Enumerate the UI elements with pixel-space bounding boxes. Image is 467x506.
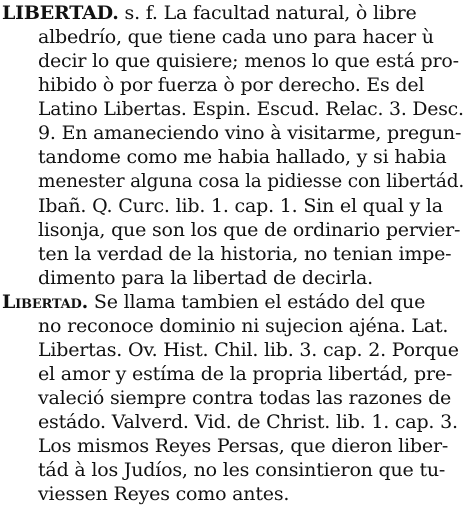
entry-line: viessen Reyes como antes. [38,483,290,505]
headword: LIBERTAD. [2,2,119,24]
entry-line: 9. En amaneciendo vino à visitarme, pregun- [38,122,462,144]
entry-line: estádo. Valverd. Vid. de Christ. lib. 1. cap. 3. [38,411,458,433]
entry-line: LIBERTAD. s. f. La facultad natural, ò libre [2,2,417,24]
entry-line: Latino Libertas. Espin. Escud. Relac. 3. Desc. [38,98,464,120]
entry-line: ten la verdad de la historia, no tenian impe- [38,243,452,265]
entry-line: menester alguna cosa la pidiesse con libertád. [38,170,465,192]
headword: Libertad. [2,291,89,313]
entry-line: valeció siempre contra todas las razones de [38,387,452,409]
entry-line: Los mismos Reyes Persas, que dieron liber- [38,435,449,457]
entry-line: hibido ò por fuerza ò por derecho. Es del [38,74,425,96]
entry-line: Ibañ. Q. Curc. lib. 1. cap. 1. Sin el qual y la [38,195,443,217]
entry-line: tád à los Judíos, no les consintieron que tu- [38,459,446,481]
entry-line: dimento para la libertad de decirla. [38,267,373,289]
entry-line: el amor y estíma de la propria libertád, pre- [38,363,453,385]
entry-line: decir lo que quisiere; menos lo que está pro- [38,50,459,72]
entry-line: no reconoce dominio ni sujecion ajéna. Lat. [38,315,449,337]
entry-line: tandome como me habia hallado, y si habia [38,146,447,168]
entry-line: Libertas. Ov. Hist. Chil. lib. 3. cap. 2. Porque [38,339,459,361]
entry-line: Libertad. Se llama tambien el estádo del que [2,291,426,313]
entry-line: albedrío, que tiene cada uno para hacer ù [38,26,434,48]
entry-line: lisonja, que son los que de ordinario pervier- [38,219,461,241]
